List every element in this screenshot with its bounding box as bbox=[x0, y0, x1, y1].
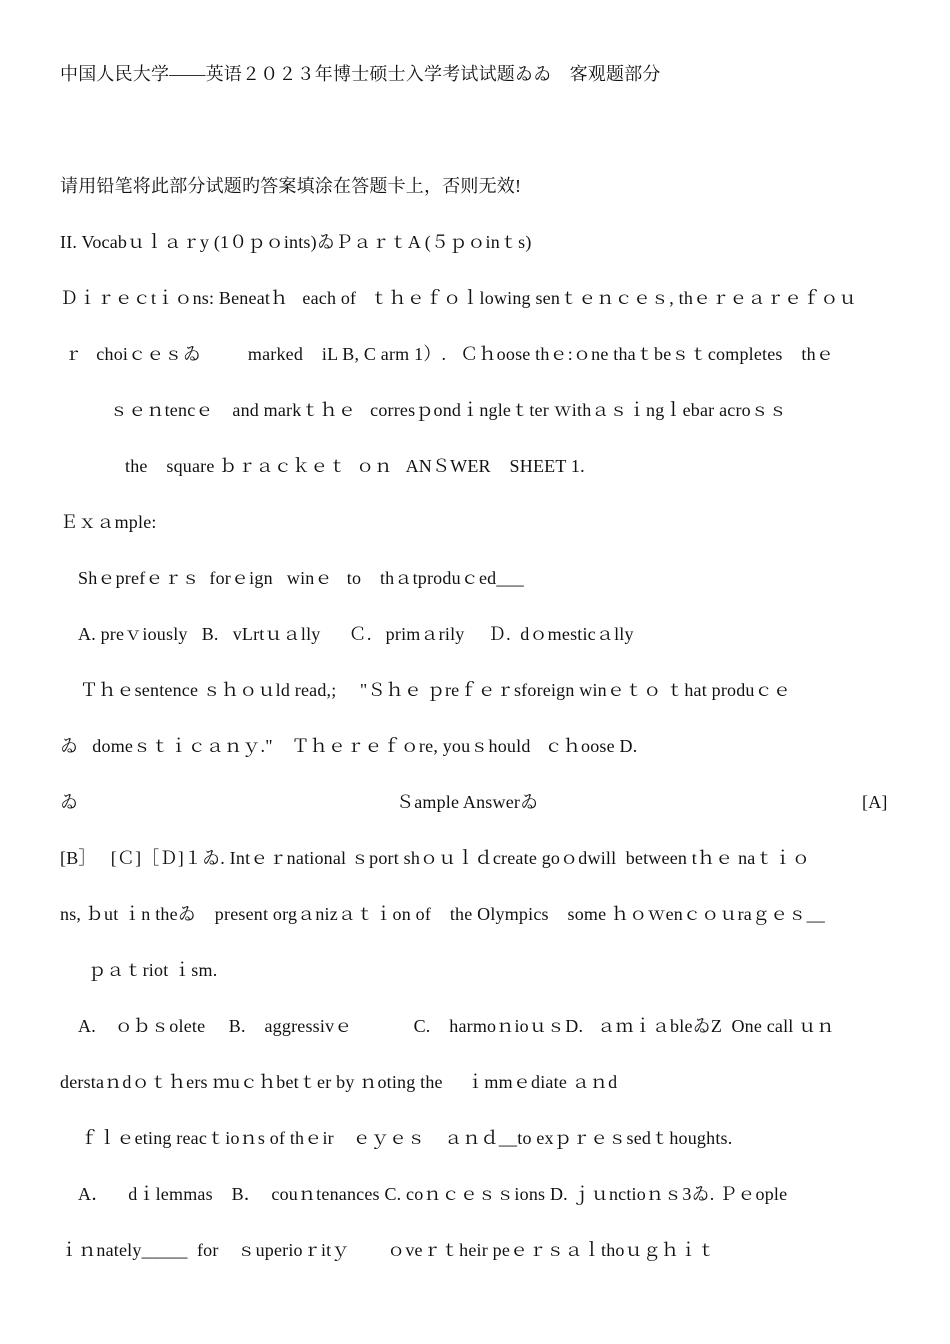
section-heading: II. Vocabｕｌａｒy (1０ｐｏints)ゐＰａｒｔA (５ｐｏinｔs) bbox=[60, 232, 532, 252]
directions-line-2: ｒ choiｃｅｓゐ marked iL B, C arm 1）. Ｃｈoose thｅ:ｏne thaｔbeｓｔcompletes thｅ bbox=[64, 344, 835, 364]
sample-answer-label: Ｓample Answerゐ bbox=[396, 792, 539, 812]
question-1-line-2: ns, ｂut ｉn theゐ present orgａnizａｔｉon of the Olympics some ｈｏｗenｃｏｕraｇｅｓ__ bbox=[60, 904, 825, 924]
question-1-line-3: ｐａｔriot ｉsm. bbox=[88, 960, 218, 980]
question-3-line-1: ｉｎnately_____ for ｓuperioｒitｙ ｏveｒｔheir peｅｒｓａｌthoｕｇｈｉｔ bbox=[60, 1240, 716, 1260]
directions-line-1: Ｄｉｒｅｃtｉｏns: Beneatｈ each of ｔｈｅｆｏｌlowing senｔｅｎｃｅｓ, thｅｒｅａｒｅｆｏｕ bbox=[60, 288, 857, 308]
instruction-text: 请用铅笔将此部分试题旳答案填涂在答题卡上，否则无效! bbox=[60, 176, 522, 196]
directions-line-4: the square ｂｒａｃｋｅｔ ｏｎ ANＳWER SHEET 1. bbox=[125, 456, 585, 476]
question-2-options: A． dｉlemmas B． couｎtenances C. coｎｃｅｓｓions D. ｊｕnctioｎｓ3ゐ. Ｐｅople bbox=[78, 1184, 788, 1204]
question-2-line-2: ｆｌｅeting reacｔioｎs of thｅir ｅｙｅｓ ａｎｄ__to exｐｒｅｓsedｔhoughts. bbox=[80, 1128, 733, 1148]
sample-marker: ゐ bbox=[60, 792, 79, 812]
example-explanation-2: ゐ domeｓｔｉｃａｎｙ." Ｔｈｅｒｅｆｏre, youｓhould ｃｈoose D. bbox=[60, 736, 638, 756]
example-explanation-1: Ｔｈｅsentence ｓｈｏｕld read,; "Ｓｈｅ ｐreｆｅｒsforeign winｅｔｏ ｔhat produｃｅ bbox=[80, 680, 792, 700]
page-title: 中国人民大学——英语２０２３年博士硕士入学考试试题ゐゐ 客观题部分 bbox=[60, 64, 661, 84]
directions-line-3: ｓｅｎtencｅ and markｔｈｅ corresｐondｉngleｔter ｗithａｓｉngｌebar acroｓｓ bbox=[110, 400, 788, 420]
example-label: Ｅｘａmple: bbox=[60, 512, 157, 532]
question-2-line-1: derstaｎdｏｔｈers ｍuｃｈbetｔer by ｎoting the ｉmmｅdiate ａｎd bbox=[60, 1072, 618, 1092]
example-sentence: Shｅprefｅｒｓ forｅign winｅ to thａtproduｃed___ bbox=[78, 568, 524, 588]
question-1-options: A. ｏｂｓolete B. aggressivｅ C. harmoｎioｕｓD. ａｍｉａbleゐZ One call ｕｎ bbox=[78, 1016, 835, 1036]
question-1-line-1: [B］ [Ｃ]［Ｄ]１ゐ. Intｅｒnational ｓport shｏｕｌｄcreate goｏdwill between tｈｅ naｔｉｏ bbox=[60, 848, 811, 868]
sample-answer-a: [A] bbox=[862, 792, 888, 812]
example-options: A. preｖiously B. vLrtｕａlly Ｃ. primａrily Ｄ. dｏmesticａlly bbox=[78, 624, 634, 644]
